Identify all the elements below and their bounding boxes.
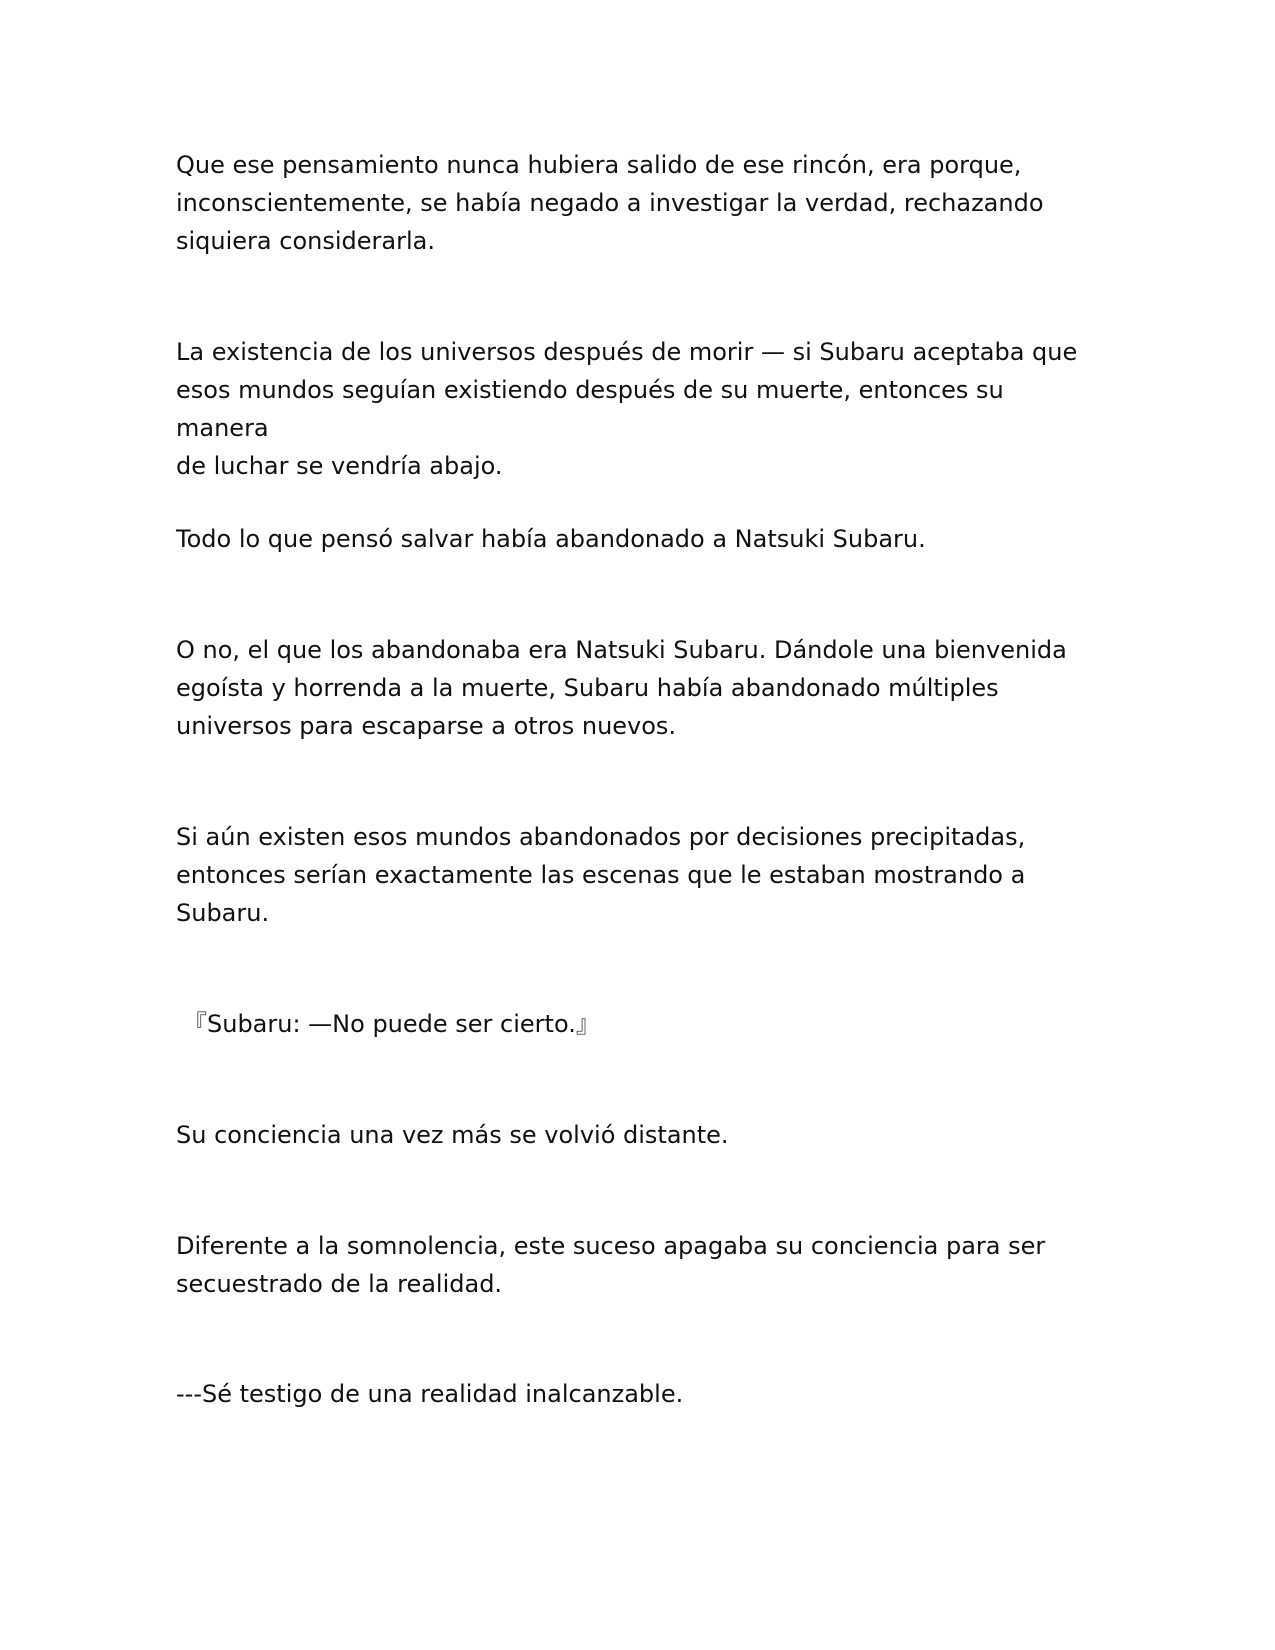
paragraph-1: Que ese pensamiento nunca hubiera salido de ese rincón, era porque, inconscientemente, se había negado a investigar la verdad, rechazando siquiera considerarla. [176,151,1044,255]
paragraph-5: Si aún existen esos mundos abandonados por decisiones precipitadas, entonces serían exactamente las escenas que le estaban mostrando a Subaru. [176,823,1026,927]
paragraph-9: ---Sé testigo de una realidad inalcanzable. [176,1380,684,1408]
paragraph-8: Diferente a la somnolencia, este suceso apagaba su conciencia para ser secuestrado de la realidad. [176,1232,1046,1298]
paragraph-2: La existencia de los universos después de morir — si Subaru aceptaba que esos mundos seguían existiendo después de su muerte, entonces su manera de luchar se vendría abajo. [176,338,1078,480]
dialogue-line: 『Subaru: —No puede ser cierto.』 [183,1010,600,1038]
paragraph-3: Todo lo que pensó salvar había abandonado a Natsuki Subaru. [176,525,926,553]
paragraph-7: Su conciencia una vez más se volvió distante. [176,1121,729,1149]
paragraph-4: O no, el que los abandonaba era Natsuki Subaru. Dándole una bienvenida egoísta y horrenda a la muerte, Subaru había abandonado múltiples universos para escaparse a otros nuevos. [176,636,1067,740]
